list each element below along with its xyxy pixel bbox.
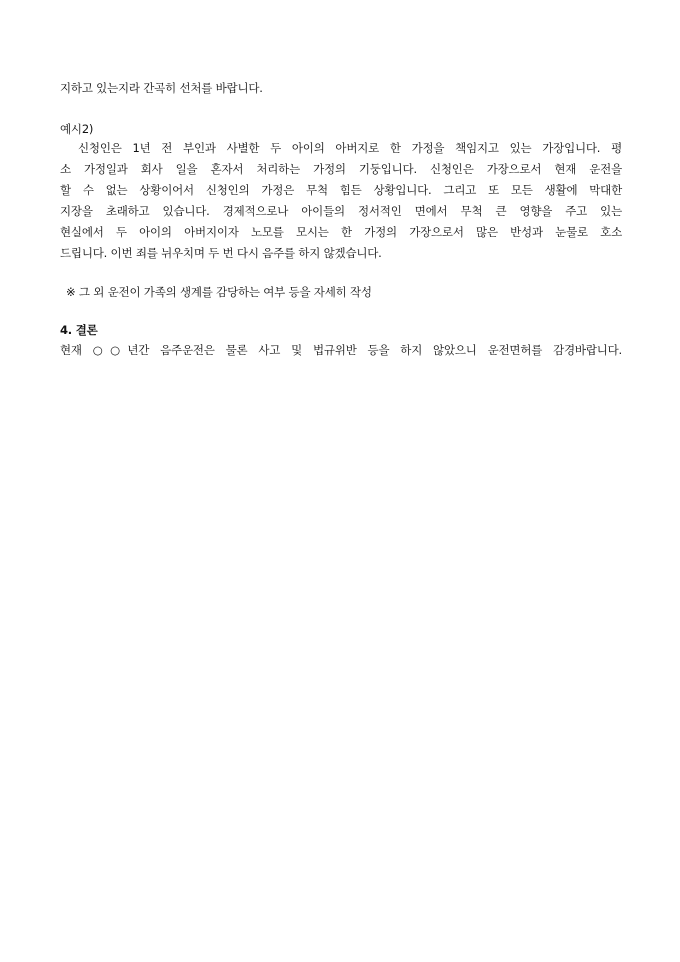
example-label: 예시2) — [60, 122, 94, 136]
paragraph-line-6: 드립니다. 이번 죄를 뉘우치며 두 번 다시 음주를 하지 않겠습니다. — [60, 246, 382, 260]
paragraph-line-1: 신청인은 1년 전 부인과 사별한 두 아이의 아버지로 한 가정을 책임지고 있는 가장입니다. 평 — [78, 141, 622, 155]
conclusion-heading: 4. 결론 — [60, 323, 98, 337]
paragraph-line-2: 소 가정일과 회사 일을 혼자서 처리하는 가정의 기둥입니다. 신청인은 가장으로서 현재 운전을 — [60, 162, 622, 176]
paragraph-line-3: 할 수 없는 상황이어서 신청인의 가정은 무척 힘든 상황입니다. 그리고 또 모든 생활에 막대한 — [60, 183, 622, 197]
paragraph-line-4: 지장을 초래하고 있습니다. 경제적으로나 아이들의 정서적인 면에서 무척 큰 영향을 주고 있는 — [60, 204, 622, 218]
note-line: ※ 그 외 운전이 가족의 생계를 감당하는 여부 등을 자세히 작성 — [66, 285, 372, 299]
continued-text-line: 지하고 있는지라 간곡히 선처를 바랍니다. — [60, 81, 263, 95]
paragraph-line-5: 현실에서 두 아이의 아버지이자 노모를 모시는 한 가정의 가장으로서 많은 반성과 눈물로 호소 — [60, 225, 622, 239]
conclusion-text: 현재 ○○년간 음주운전은 물론 사고 및 법규위반 등을 하지 않았으니 운전면허를 감경바랍니다. — [60, 343, 622, 357]
